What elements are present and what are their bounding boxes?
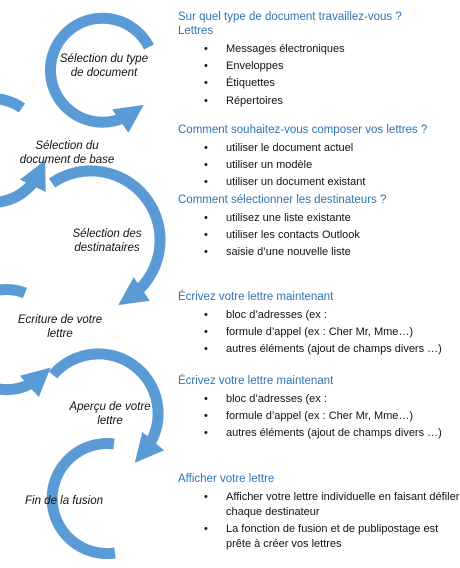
list-item: • utiliser les contacts Outlook: [178, 227, 460, 244]
bullet-icon: •: [204, 212, 208, 224]
list-item: • Enveloppes: [178, 58, 460, 75]
bullet-icon: •: [204, 94, 208, 107]
list-item: • bloc d’adresses (ex :: [178, 307, 460, 324]
section-composer-lettres: [178, 123, 460, 192]
list-item: • utiliser un modèle: [178, 157, 460, 174]
bullet-icon: •: [204, 410, 208, 423]
bullet-icon: •: [204, 142, 208, 154]
section-title: Écrivez votre lettre maintenant: [178, 375, 334, 387]
bullet-icon: •: [204, 309, 208, 321]
step-label-document-base: Sélection du document de base: [19, 139, 115, 166]
section-title: Comment sélectionner les destinateurs ?: [178, 194, 387, 206]
step-label-type-document: Sélection du type de document: [59, 52, 149, 79]
list-item: • formule d’appel (ex : Cher Mr, Mme…): [178, 324, 460, 341]
list-item: • formule d’appel (ex : Cher Mr, Mme…): [178, 408, 460, 425]
list-item: • utiliser un document existant: [178, 174, 460, 191]
bullet-icon: •: [204, 343, 208, 356]
section-title: Sur quel type de document travaillez-vous ?: [178, 11, 402, 23]
list-item: • Étiquettes: [178, 75, 460, 92]
step-label-apercu: Aperçu de votre lettre: [69, 400, 151, 427]
step-label-ecriture: Ecriture de votre lettre: [17, 313, 103, 340]
section-ecrivez-lettre-2: [178, 374, 460, 443]
section-title: Afficher votre lettre: [178, 473, 275, 485]
list-item: • Répertoires: [178, 93, 460, 110]
bullet-icon: •: [204, 246, 208, 259]
bullet-icon: •: [204, 326, 208, 339]
list-item: • autres éléments (ajout de champs divers …): [178, 425, 460, 442]
list-item: • saisie d’une nouvelle liste: [178, 244, 460, 261]
list-item: • Afficher votre lettre individuelle en faisant défiler chaque destinateur: [204, 491, 460, 518]
bullet-icon: •: [204, 427, 208, 440]
bullet-icon: •: [204, 60, 208, 73]
bullet-icon: •: [204, 523, 208, 535]
bullet-icon: •: [204, 43, 208, 55]
list-item: • utilisez une liste existante: [178, 210, 460, 227]
step-label-fin-fusion: Fin de la fusion: [25, 494, 103, 507]
list-item: • La fonction de fusion et de publipostage est prête à créer vos lettres: [204, 523, 439, 550]
section-ecrivez-lettre-1: [178, 290, 460, 359]
section-afficher-lettre: [178, 472, 460, 554]
section-subtitle: Lettres: [178, 25, 214, 37]
bullet-icon: •: [204, 393, 208, 405]
list-item: • utiliser le document actuel: [178, 140, 460, 157]
list-item: • Messages électroniques: [178, 41, 460, 58]
section-type-document: [178, 10, 460, 110]
bullet-icon: •: [204, 491, 208, 503]
bullet-icon: •: [204, 176, 208, 189]
bullet-icon: •: [204, 77, 208, 90]
section-title: Écrivez votre lettre maintenant: [178, 291, 334, 303]
step-label-destinataires: Sélection des destinataires: [72, 227, 142, 254]
list-item: • bloc d’adresses (ex :: [178, 391, 460, 408]
bullet-icon: •: [204, 229, 208, 242]
section-title: Comment souhaitez-vous composer vos lettres ?: [178, 124, 428, 136]
bullet-icon: •: [204, 159, 208, 172]
section-destinataires: [178, 193, 460, 262]
list-item: • autres éléments (ajout de champs divers …): [178, 341, 460, 358]
